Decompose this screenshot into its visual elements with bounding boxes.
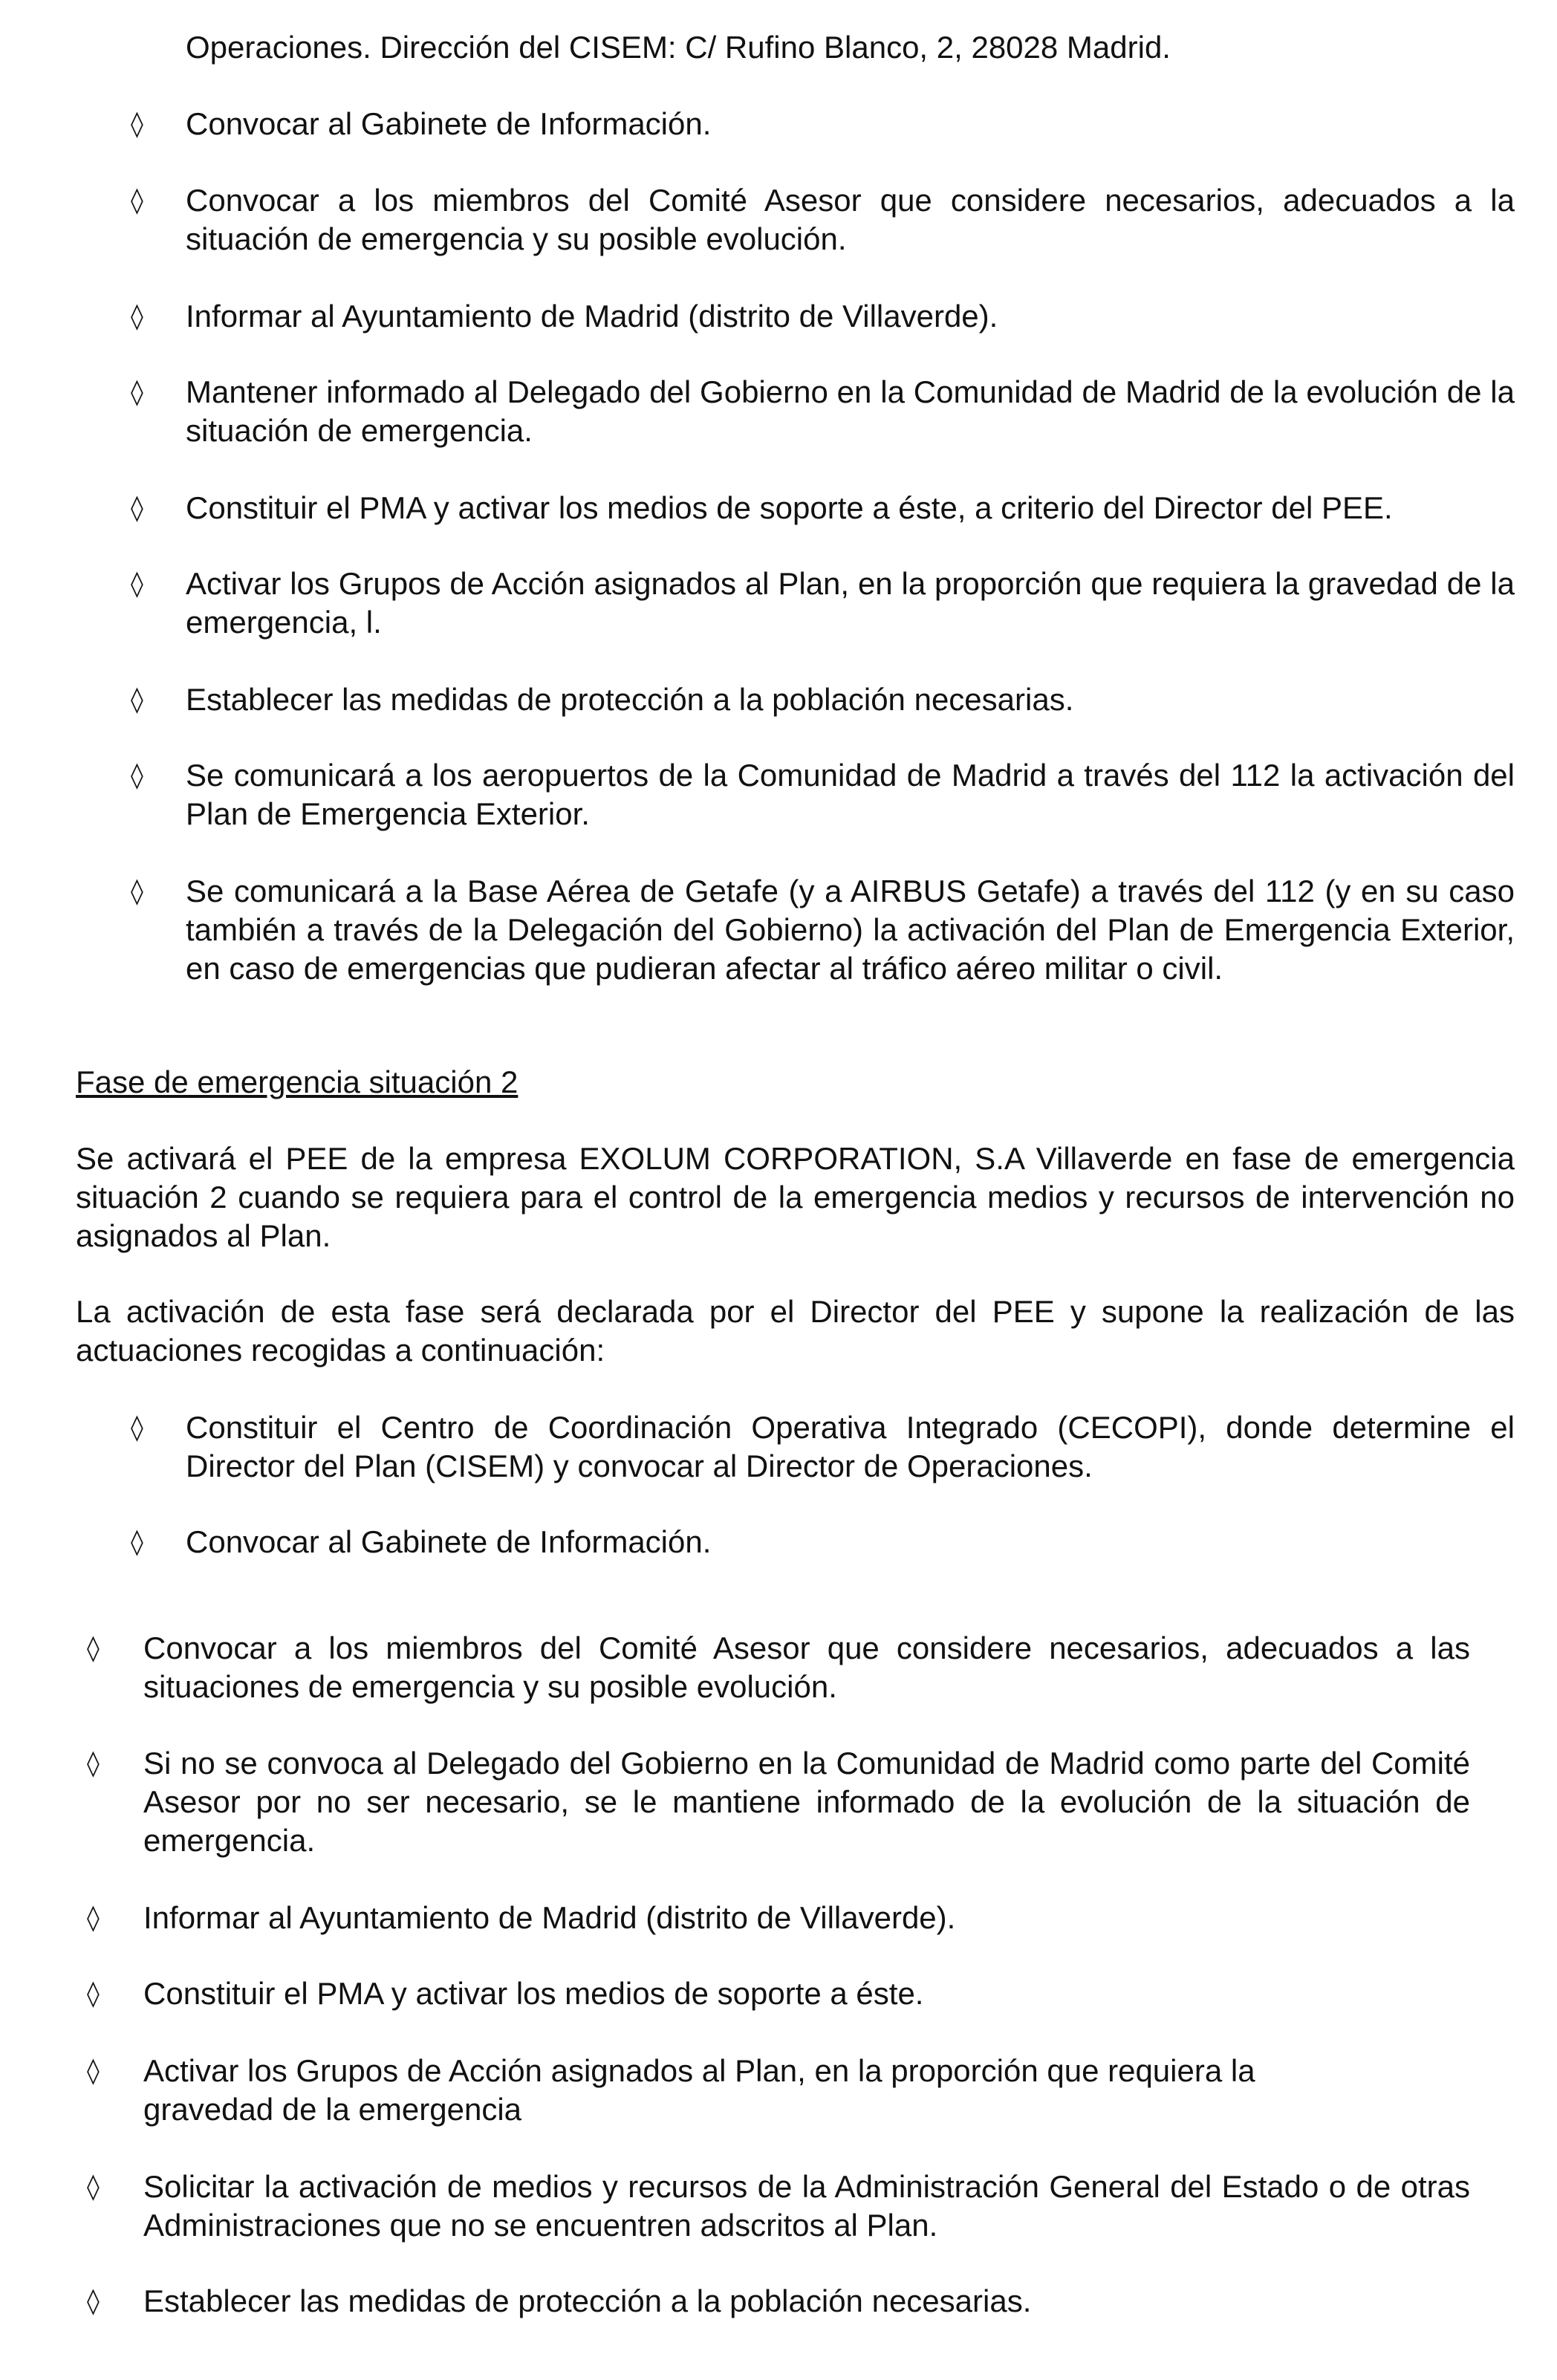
paragraph: La activación de esta fase será declarada por el Director del PEE y supone la realización de las actuaciones recogidas a continuación:	[76, 1294, 1515, 1368]
diamond-bullet-icon: ◊	[131, 685, 143, 715]
diamond-bullet-icon: ◊	[131, 109, 143, 139]
list-item-text: Convocar a los miembros del Comité Asesor que considere necesarios, adecuados a las situaciones de emergencia y su posible evolución.	[143, 1630, 1470, 1704]
list-item-text: Convocar al Gabinete de Información.	[186, 1524, 712, 1559]
diamond-bullet-icon: ◊	[131, 1527, 143, 1557]
diamond-bullet-icon: ◊	[131, 761, 143, 790]
diamond-bullet-icon: ◊	[131, 877, 143, 906]
diamond-bullet-icon: ◊	[87, 2056, 100, 2086]
list-item	[87, 1744, 1470, 1860]
list-item-text: Activar los Grupos de Acción asignados al Plan, en la proporción que requiera la gravedad de la emergencia, l.	[186, 566, 1515, 640]
diamond-bullet-icon: ◊	[87, 2286, 100, 2316]
list-item-text: Solicitar la activación de medios y recursos de la Administración General del Estado o de otras Administraciones que no se encuentren adscritos al Plan.	[143, 2169, 1470, 2243]
continuation-line: Operaciones. Dirección del CISEM: C/ Rufino Blanco, 2, 28028 Madrid.	[186, 30, 1171, 65]
list-item-text: Informar al Ayuntamiento de Madrid (distrito de Villaverde).	[186, 299, 998, 334]
diamond-bullet-icon: ◊	[87, 1749, 100, 1778]
list-item-text: Se comunicará a la Base Aérea de Getafe (y a AIRBUS Getafe) a través del 112 (y en su caso también a través de la Delegación del Gobierno) la activación del Plan de Emergencia Exterior, en caso de emergencias que pudieran afectar al tráfico aéreo militar o civil.	[186, 874, 1515, 986]
list-item	[131, 565, 1515, 642]
list-item	[131, 373, 1515, 450]
list-item	[131, 297, 1515, 336]
list-item	[87, 2052, 1470, 2129]
list-item-text: Mantener informado al Delegado del Gobierno en la Comunidad de Madrid de la evolución de la situación de emergencia.	[186, 374, 1515, 448]
diamond-bullet-icon: ◊	[87, 1979, 100, 2009]
list-item	[131, 489, 1515, 527]
diamond-bullet-icon: ◊	[131, 302, 143, 331]
list-item	[87, 1974, 1470, 2013]
paragraph: Se activará el PEE de la empresa EXOLUM CORPORATION, S.A Villaverde en fase de emergencia situación 2 cuando se requiera para el control de la emergencia medios y recursos de intervención no asignados al Plan.	[76, 1141, 1515, 1253]
list-item-text: Constituir el PMA y activar los medios de soporte a éste, a criterio del Director del PEE.	[186, 490, 1393, 525]
section-heading: Fase de emergencia situación 2	[76, 1064, 519, 1099]
list-item	[131, 1523, 1515, 1561]
list-item-text: Convocar al Gabinete de Información.	[186, 106, 712, 141]
list-item	[131, 680, 1515, 719]
list-item	[131, 181, 1515, 259]
diamond-bullet-icon: ◊	[131, 377, 143, 407]
diamond-bullet-icon: ◊	[131, 493, 143, 523]
list-item	[87, 2168, 1470, 2245]
list-item	[87, 2282, 1470, 2321]
list-item	[131, 872, 1515, 988]
list-item	[131, 756, 1515, 833]
list-item	[131, 105, 1515, 143]
list-item-text: Activar los Grupos de Acción asignados al Plan, en la proporción que requiera la gravedad de la emergencia	[143, 2053, 1255, 2127]
list-item-text: Si no se convoca al Delegado del Gobierno en la Comunidad de Madrid como parte del Comité Asesor por no ser necesario, se le mantiene informado de la evolución de la situación de emergencia.	[143, 1746, 1470, 1858]
list-item-text: Informar al Ayuntamiento de Madrid (distrito de Villaverde).	[143, 1900, 956, 1935]
list-item-text: Establecer las medidas de protección a la población necesarias.	[186, 682, 1074, 717]
list-item	[131, 1408, 1515, 1486]
list-item	[87, 1629, 1470, 1706]
diamond-bullet-icon: ◊	[131, 569, 143, 599]
diamond-bullet-icon: ◊	[87, 2172, 100, 2202]
list-item-text: Se comunicará a los aeropuertos de la Comunidad de Madrid a través del 112 la activación del Plan de Emergencia Exterior.	[186, 758, 1515, 831]
diamond-bullet-icon: ◊	[131, 186, 143, 215]
list-item-text: Establecer las medidas de protección a la población necesarias.	[143, 2283, 1032, 2318]
diamond-bullet-icon: ◊	[87, 1633, 100, 1663]
list-item	[87, 1899, 1470, 1937]
list-item-text: Convocar a los miembros del Comité Asesor que considere necesarios, adecuados a la situación de emergencia y su posible evolución.	[186, 183, 1515, 256]
list-item-text: Constituir el PMA y activar los medios de soporte a éste.	[143, 1976, 924, 2011]
list-item-text: Constituir el Centro de Coordinación Operativa Integrado (CECOPI), donde determine el Director del Plan (CISEM) y convocar al Director de Operaciones.	[186, 1410, 1515, 1483]
diamond-bullet-icon: ◊	[131, 1413, 143, 1443]
diamond-bullet-icon: ◊	[87, 1903, 100, 1933]
